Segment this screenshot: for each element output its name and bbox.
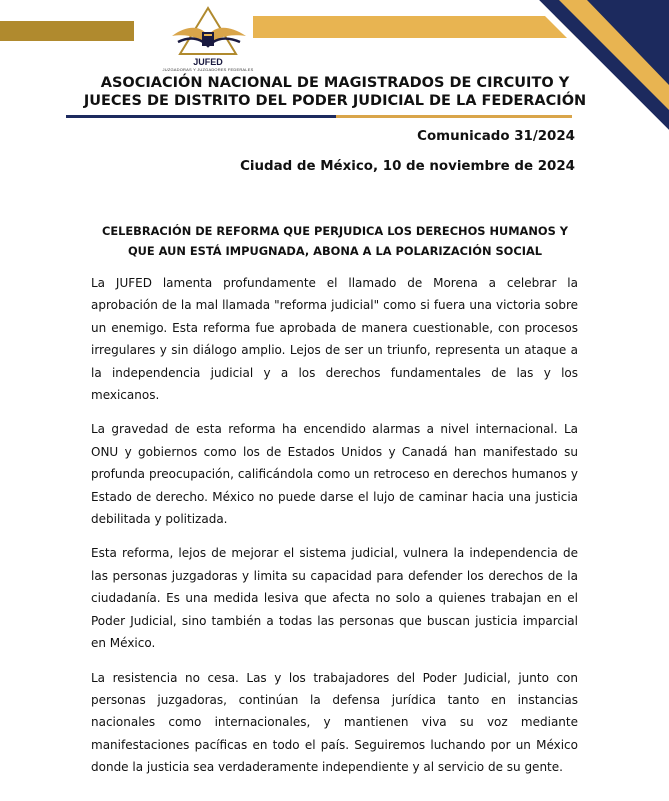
paragraph-3: Esta reforma, lejos de mejorar el sistema judicial, vulnera la independencia de las personas juzgadoras y limita su capacidad para defender los derechos de la ciudadanía. Es una medida lesiva que afecta no solo a quienes trabajan en el Poder Judicial, sino también a todas las personas que buscan justicia imparcial en México. <box>91 546 578 651</box>
organization-name <box>40 74 630 110</box>
header-gold-bar-left <box>0 21 134 41</box>
paragraph-2: La gravedad de esta reforma ha encendido alarmas a nivel internacional. La ONU y gobiernos como los de Estados Unidos y Canadá han manifestado su profunda preocupación, calificándola como un retroceso en derechos humanos y Estado de derecho. México no puede darse el lujo de caminar hacia una justicia debilitada y politizada. <box>91 422 578 527</box>
headline-line-2: QUE AUN ESTÁ IMPUGNADA, ABONA A LA POLARIZACIÓN SOCIAL <box>127 244 543 258</box>
body-text <box>91 272 578 791</box>
comunicado-number: Comunicado 31/2024 <box>417 129 575 144</box>
logo-name: JUFED <box>193 57 223 67</box>
headline-line-1: CELEBRACIÓN DE REFORMA QUE PERJUDICA LOS DERECHOS HUMANOS Y <box>101 224 569 238</box>
corner-decoration <box>529 0 669 130</box>
organization-line-2: JUECES DE DISTRITO DEL PODER JUDICIAL DE LA FEDERACIÓN <box>83 93 587 109</box>
headline <box>80 221 590 261</box>
header-rule-gold <box>336 115 572 118</box>
place-date: Ciudad de México, 10 de noviembre de 2024 <box>240 159 575 174</box>
logo-tagline: JUZGADORAS Y JUZGADORES FEDERALES <box>162 67 254 72</box>
paragraph-4: La resistencia no cesa. Las y los trabajadores del Poder Judicial, junto con personas juzgadoras, continúan la defensa jurídica tanto en instancias nacionales como internacionales, y mantienen viva su voz mediante manifestaciones pacíficas en todo el país. Seguiremos luchando por un México donde la justicia sea verdaderamente independiente y al servicio de su gente. <box>91 670 578 775</box>
paragraph-1: La JUFED lamenta profundamente el llamado de Morena a celebrar la aprobación de la mal llamada "reforma judicial" como si fuera una victoria sobre un enemigo. Esta reforma fue aprobada de manera cuestionable, con procesos irregulares y sin diálogo amplio. Lejos de ser un triunfo, representa un ataque a la independencia judicial y a los derechos fundamentales de las y los mexicanos. <box>91 276 578 403</box>
organization-line-1: ASOCIACIÓN NACIONAL DE MAGISTRADOS DE CIRCUITO Y <box>100 75 570 91</box>
header-rule-navy <box>66 115 336 118</box>
